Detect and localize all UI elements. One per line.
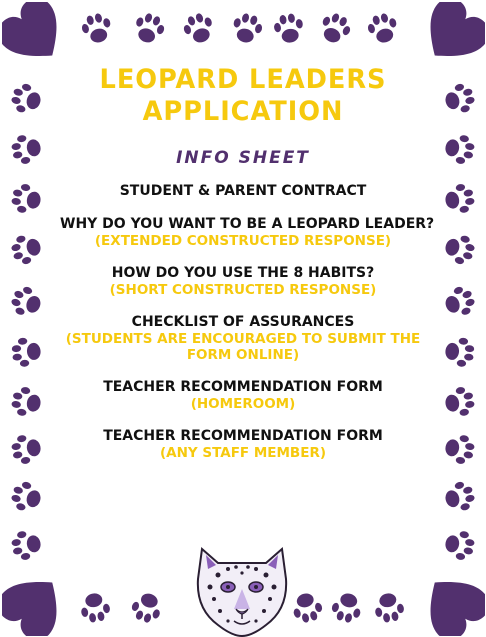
paw-print-icon bbox=[438, 78, 480, 120]
paw-print-icon bbox=[441, 334, 478, 371]
paw-print-icon bbox=[438, 228, 480, 270]
title-line-1: LEOPARD LEADERS bbox=[99, 64, 387, 95]
item-title: WHY DO YOU WANT TO BE A LEOPARD LEADER? bbox=[60, 216, 435, 232]
paw-print-icon bbox=[7, 429, 46, 468]
paw-print-icon bbox=[7, 382, 46, 421]
paw-print-icon bbox=[312, 6, 357, 51]
paw-print-icon bbox=[7, 179, 46, 218]
list-item bbox=[60, 428, 426, 461]
leopard-face-icon bbox=[188, 539, 296, 637]
paw-print-icon bbox=[6, 476, 48, 518]
subtitle: INFO SHEET bbox=[176, 148, 310, 168]
title-line-2: APPLICATION bbox=[142, 96, 344, 127]
item-note: (ANY STAFF MEMBER) bbox=[159, 445, 327, 461]
paw-print-icon bbox=[439, 382, 478, 421]
paw-print-icon bbox=[125, 585, 169, 629]
paw-print-icon bbox=[269, 9, 308, 48]
item-title: CHECKLIST OF ASSURANCES bbox=[131, 314, 355, 330]
item-title: TEACHER RECOMMENDATION FORM bbox=[103, 379, 383, 395]
item-note: (EXTENDED CONSTRUCTED RESPONSE) bbox=[94, 233, 392, 249]
main-content bbox=[60, 64, 435, 461]
paw-print-icon bbox=[369, 587, 408, 626]
heart-icon bbox=[419, 570, 485, 636]
page-title bbox=[69, 64, 417, 128]
paw-print-icon bbox=[226, 8, 268, 50]
paw-print-icon bbox=[439, 179, 478, 218]
paw-print-icon bbox=[5, 280, 49, 324]
paw-print-icon bbox=[7, 129, 46, 168]
paw-print-icon bbox=[438, 476, 480, 518]
paw-print-icon bbox=[6, 78, 48, 120]
item-note: (HOMEROOM) bbox=[190, 396, 296, 412]
list-item bbox=[60, 265, 426, 298]
paw-print-icon bbox=[9, 334, 46, 371]
heart-icon bbox=[419, 2, 485, 68]
item-title: HOW DO YOU USE THE 8 HABITS? bbox=[111, 265, 375, 281]
paw-print-icon bbox=[76, 8, 118, 50]
paw-print-icon bbox=[439, 429, 478, 468]
paw-print-icon bbox=[7, 525, 46, 564]
item-note: (SHORT CONSTRUCTED RESPONSE) bbox=[109, 282, 377, 298]
list-item bbox=[60, 183, 426, 200]
paw-print-icon bbox=[127, 7, 171, 51]
list-item bbox=[60, 314, 426, 363]
list-item bbox=[60, 379, 426, 412]
paw-print-icon bbox=[75, 587, 114, 626]
paw-print-icon bbox=[439, 129, 478, 168]
paw-print-icon bbox=[326, 586, 368, 628]
item-note: (STUDENTS ARE ENCOURAGED TO SUBMIT THE FORM ONLINE) bbox=[65, 331, 421, 363]
paw-print-icon bbox=[362, 8, 404, 50]
heart-icon bbox=[2, 2, 68, 68]
paw-print-icon bbox=[439, 525, 478, 564]
paw-print-icon bbox=[437, 280, 481, 324]
heart-icon bbox=[2, 570, 68, 636]
item-title: TEACHER RECOMMENDATION FORM bbox=[103, 428, 383, 444]
list-item bbox=[60, 216, 435, 249]
item-title: STUDENT & PARENT CONTRACT bbox=[119, 183, 367, 199]
paw-print-icon bbox=[6, 228, 48, 270]
paw-print-icon bbox=[177, 7, 221, 51]
